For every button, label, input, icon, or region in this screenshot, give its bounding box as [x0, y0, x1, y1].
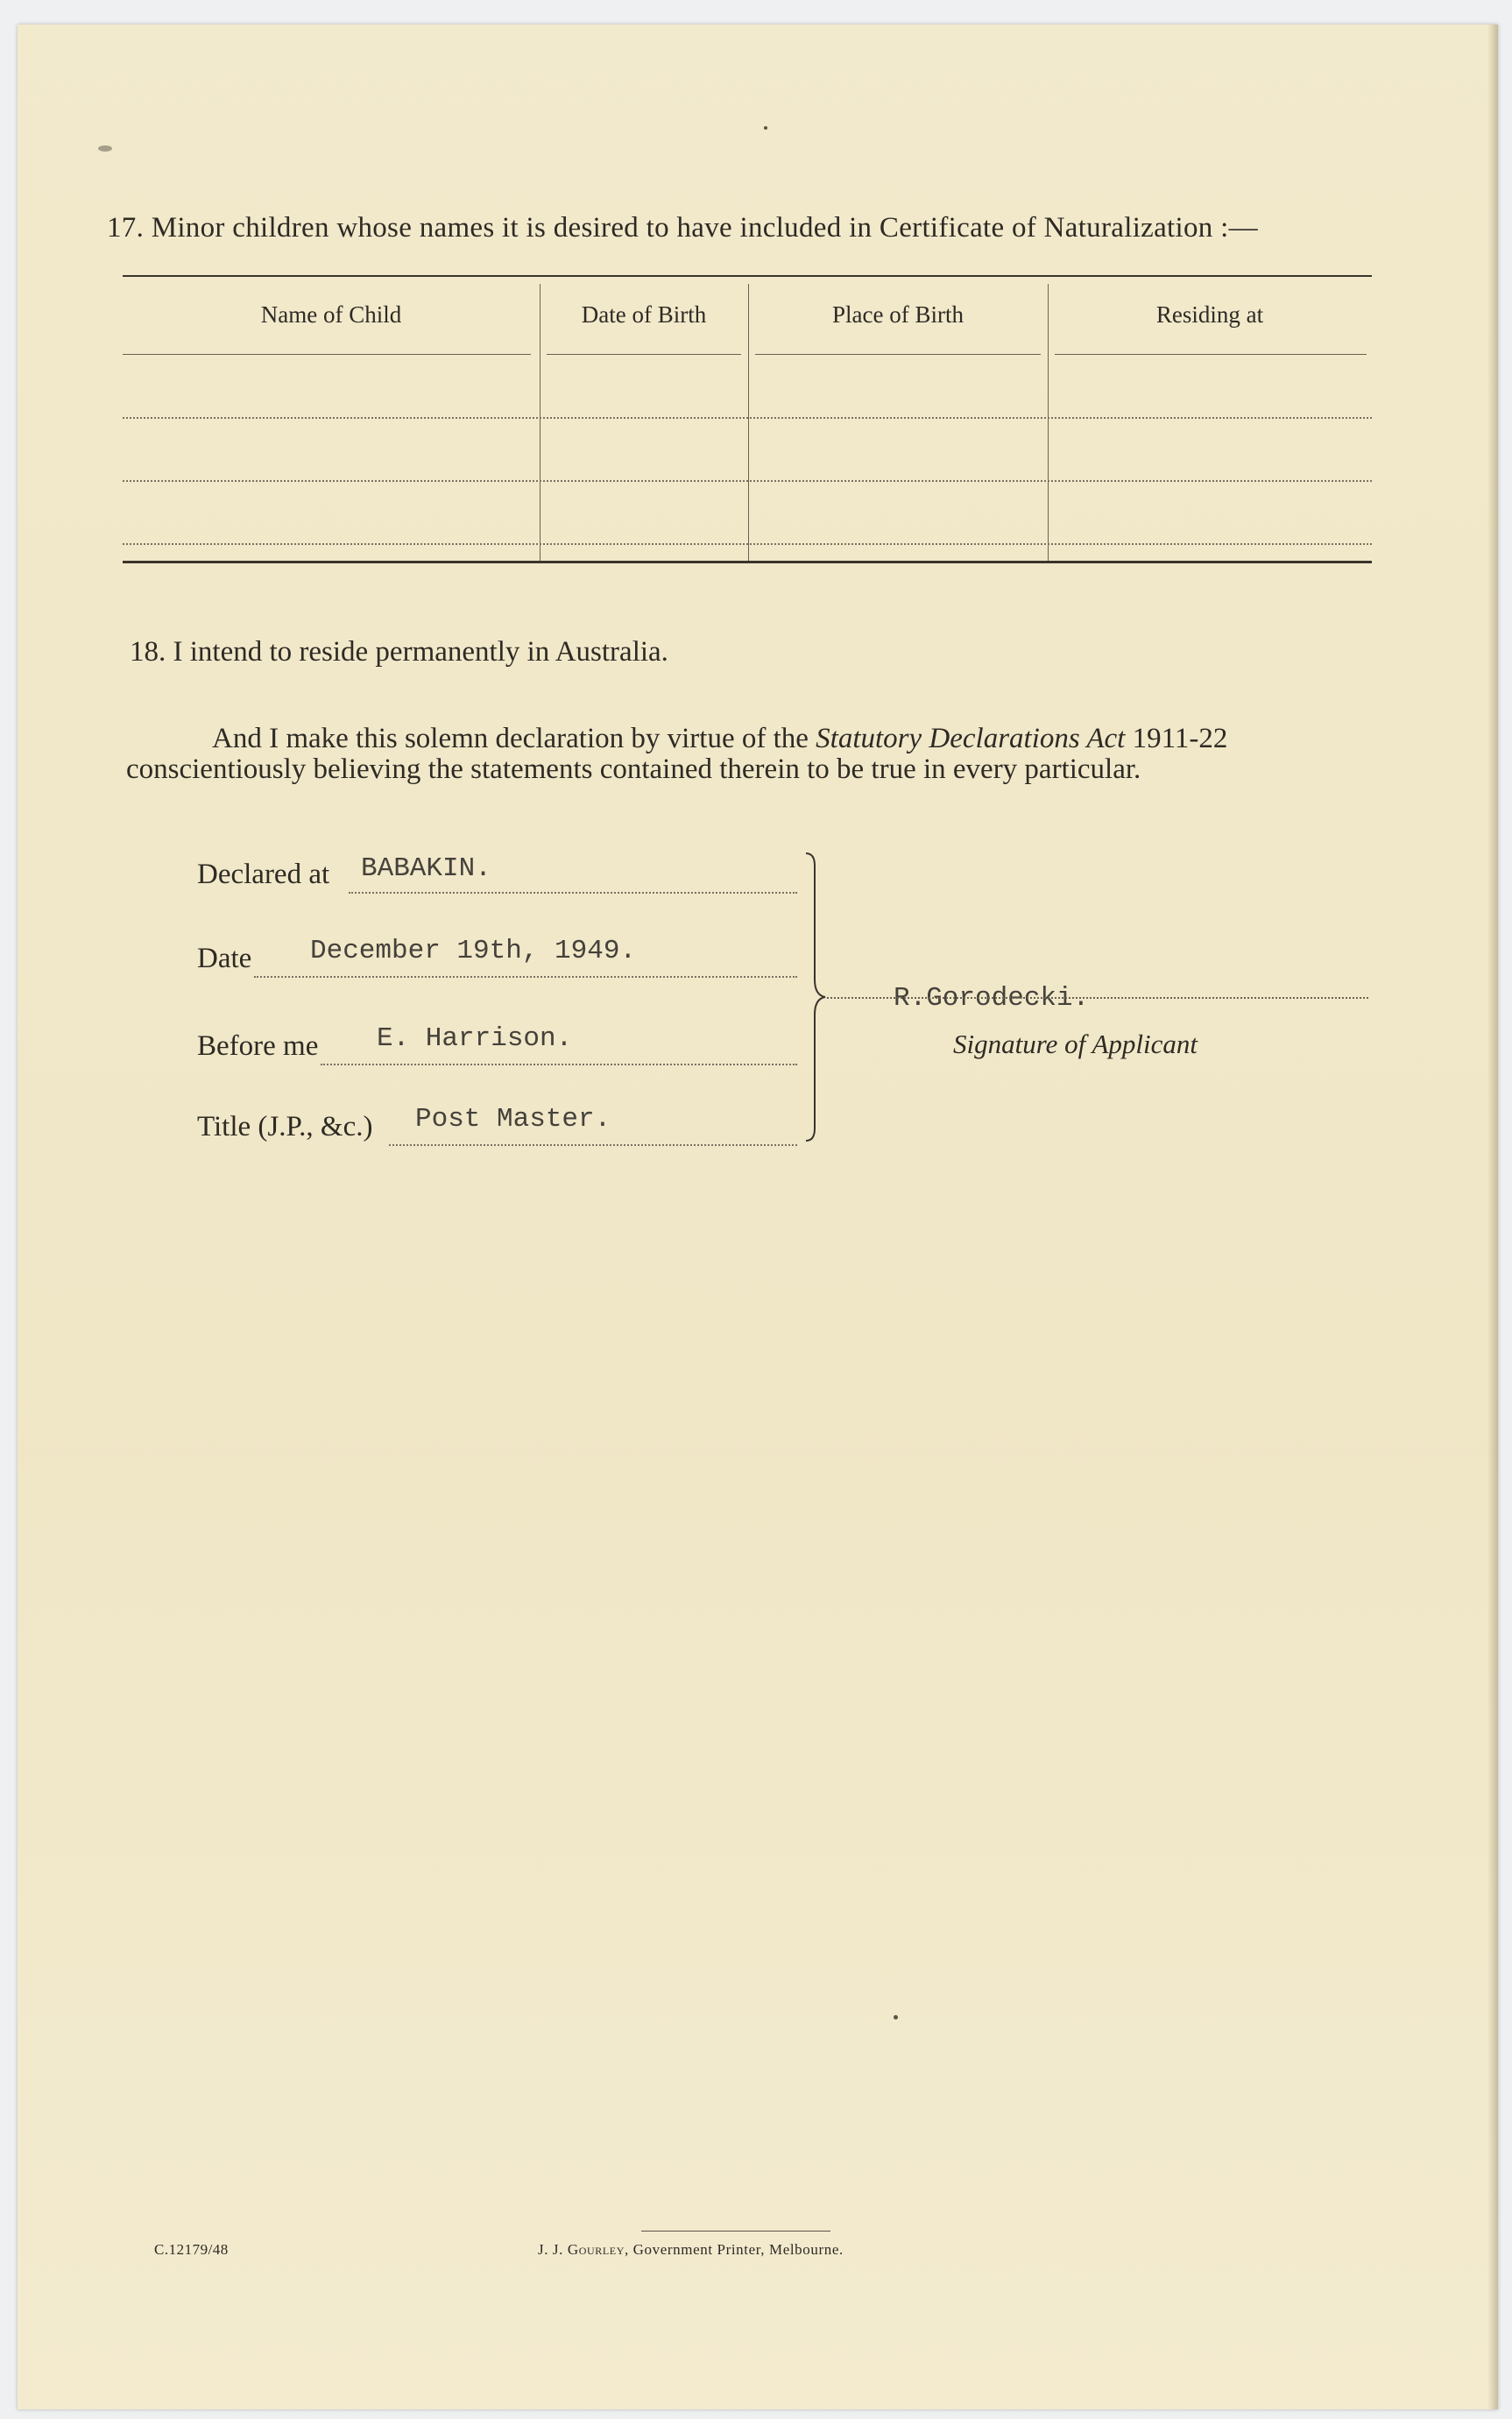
footer-rule — [641, 2231, 830, 2232]
before-me-fill-line — [321, 1064, 797, 1065]
document-page — [18, 25, 1498, 2409]
date-fill-line — [254, 976, 797, 978]
title-value: Post Master. — [415, 1104, 611, 1135]
declaration-post: 1911-22 — [1125, 723, 1228, 754]
paper-mark — [894, 2015, 898, 2019]
table-row — [123, 543, 1372, 545]
declared-at-label: Declared at — [197, 859, 330, 890]
header-residing-at: Residing at — [1155, 301, 1264, 328]
printer-imprint — [538, 2241, 844, 2259]
header-underline — [547, 354, 741, 355]
form-code: C.12179/48 — [154, 2241, 229, 2258]
table-row — [123, 480, 1372, 482]
declared-at-fill-line — [349, 892, 797, 894]
paper-mark — [764, 126, 767, 130]
before-me-value: E. Harrison. — [377, 1023, 573, 1054]
header-underline — [123, 354, 531, 355]
declared-at-value: BABAKIN. — [361, 853, 491, 884]
title-label: Title (J.P., &c.) — [197, 1111, 373, 1142]
statutory-act-name: Statutory Declarations Act — [816, 723, 1126, 754]
date-label: Date — [197, 943, 252, 974]
title-fill-line — [389, 1144, 797, 1146]
header-underline — [755, 354, 1041, 355]
printer-name: J. J. Gourley — [538, 2241, 625, 2258]
table-bottom-rule — [123, 561, 1372, 563]
right-brace — [802, 848, 829, 1146]
signature-line — [827, 997, 1368, 999]
header-date-of-birth: Date of Birth — [581, 301, 707, 328]
declaration-line-1 — [212, 723, 1227, 755]
table-row — [123, 417, 1372, 419]
applicant-signature: R.Gorodecki. — [894, 983, 1090, 1014]
question-18: 18. I intend to reside permanently in Australia. — [130, 636, 668, 668]
children-table — [123, 275, 1372, 564]
signature-caption: Signature of Applicant — [953, 1029, 1198, 1059]
printer-rest: , Government Printer, Melbourne. — [624, 2241, 844, 2258]
table-top-rule — [123, 275, 1372, 277]
paper-mark — [98, 145, 112, 152]
date-value: December 19th, 1949. — [310, 936, 637, 966]
header-name-of-child: Name of Child — [260, 301, 402, 328]
question-17: 17. Minor children whose names it is desired to have included in Certificate of Naturalization :— — [107, 212, 1258, 244]
declaration-line-2: conscientiously believing the statements contained therein to be true in every particular. — [126, 753, 1141, 785]
header-place-of-birth: Place of Birth — [832, 301, 964, 328]
before-me-label: Before me — [197, 1030, 319, 1062]
header-underline — [1055, 354, 1367, 355]
page-edge-shadow — [1487, 25, 1498, 2409]
declaration-pre: And I make this solemn declaration by virtue of the — [212, 723, 816, 754]
